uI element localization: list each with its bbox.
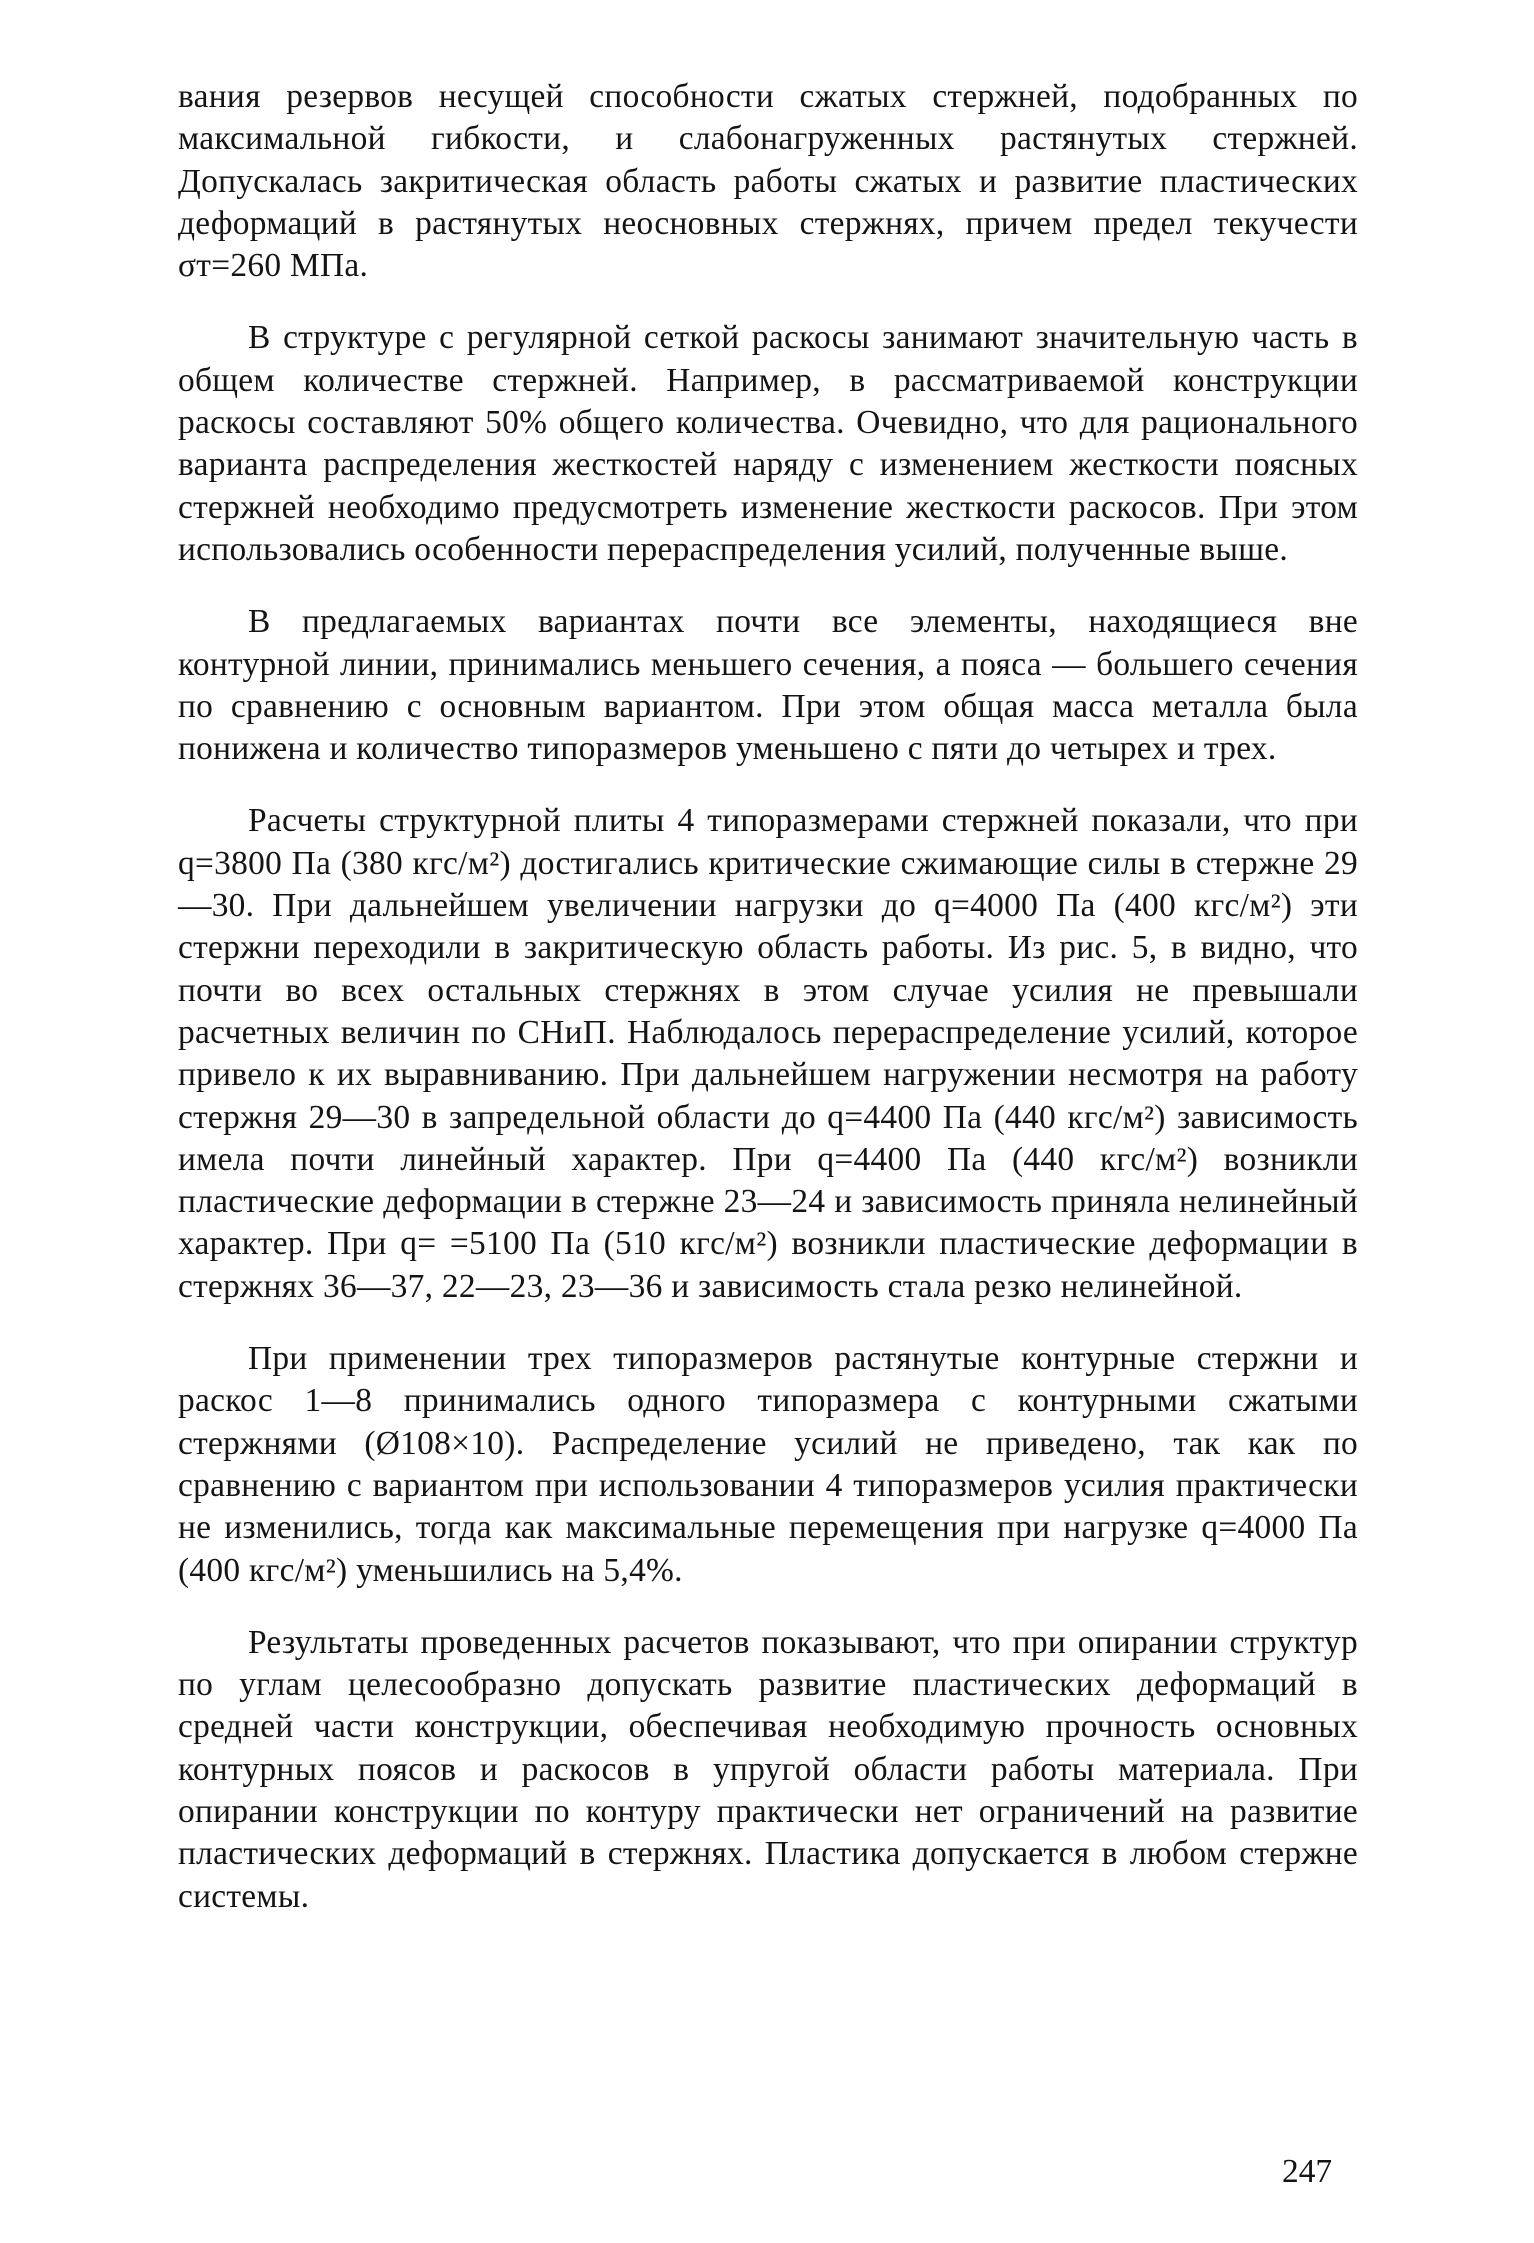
page-number: 247 bbox=[1282, 2153, 1333, 2190]
paragraph-1: вания резервов несущей способности сжатых стержней, подобранных по максимальной гибкости, и слабонагруженных растянутых стержней. Допускалась закритическая область работы сжатых и развитие пластических деформаций в растянутых неосновных стержнях, причем предел текучести σт=260 МПа. bbox=[178, 78, 1358, 285]
paragraph-5: При применении трех типоразмеров растянутые контурные стержни и раскос 1—8 принимались одного типоразмера с контурными сжатыми стержнями (Ø108×10). Распределение усилий не приведено, так как по сравнению с вариантом при использовании 4 типоразмеров усилия практически не изменились, тогда как максимальные перемещения при нагрузке q=4000 Па (400 кгс/м²) уменьшились на 5,4%. bbox=[178, 1340, 1358, 1589]
paragraph-4: Расчеты структурной плиты 4 типоразмерами стержней показали, что при q=3800 Па (380 кгс/м²) достигались критические сжимающие силы в стержне 29—30. При дальнейшем увеличении нагрузки до q=4000 Па (400 кгс/м²) эти стержни переходили в закритическую область работы. Из рис. 5, в видно, что почти во всех остальных стержнях в этом случае усилия не превышали расчетных величин по СНиП. Наблюдалось перераспределение усилий, которое привело к их выравниванию. При дальнейшем нагружении несмотря на работу стержня 29—30 в запредельной области до q=4400 Па (440 кгс/м²) зависимость имела почти линейный характер. При q=4400 Па (440 кгс/м²) возникли пластические деформации в стержне 23—24 и зависимость приняла нелинейный характер. При q= =5100 Па (510 кгс/м²) возникли пластические деформации в стержнях 36—37, 22—23, 23—36 и зависимость стала резко нелинейной. bbox=[178, 802, 1358, 1305]
page-body bbox=[178, 76, 1358, 1918]
paragraph-6: Результаты проведенных расчетов показывают, что при опирании структур по углам целесообразно допускать развитие пластических деформаций в средней части конструкции, обеспечивая необходимую прочность основных контурных поясов и раскосов в упругой области работы материала. При опирании конструкции по контуру практически нет ограничений на развитие пластических деформаций в стержнях. Пластика допускается в любом стержне системы. bbox=[178, 1623, 1358, 1915]
paragraph-2: В структуре с регулярной сеткой раскосы занимают значительную часть в общем количестве стержней. Например, в рассматриваемой конструкции раскосы составляют 50% общего количества. Очевидно, что для рационального варианта распределения жесткостей наряду с изменением жесткости поясных стержней необходимо предусмотреть изменение жесткости раскосов. При этом использовались особенности перераспределения усилий, полученные выше. bbox=[178, 319, 1358, 568]
paragraph-3: В предлагаемых вариантах почти все элементы, находящиеся вне контурной линии, принимались меньшего сечения, а пояса — большего сечения по сравнению с основным вариантом. При этом общая масса металла была понижена и количество типоразмеров уменьшено с пяти до четырех и трех. bbox=[178, 603, 1358, 768]
